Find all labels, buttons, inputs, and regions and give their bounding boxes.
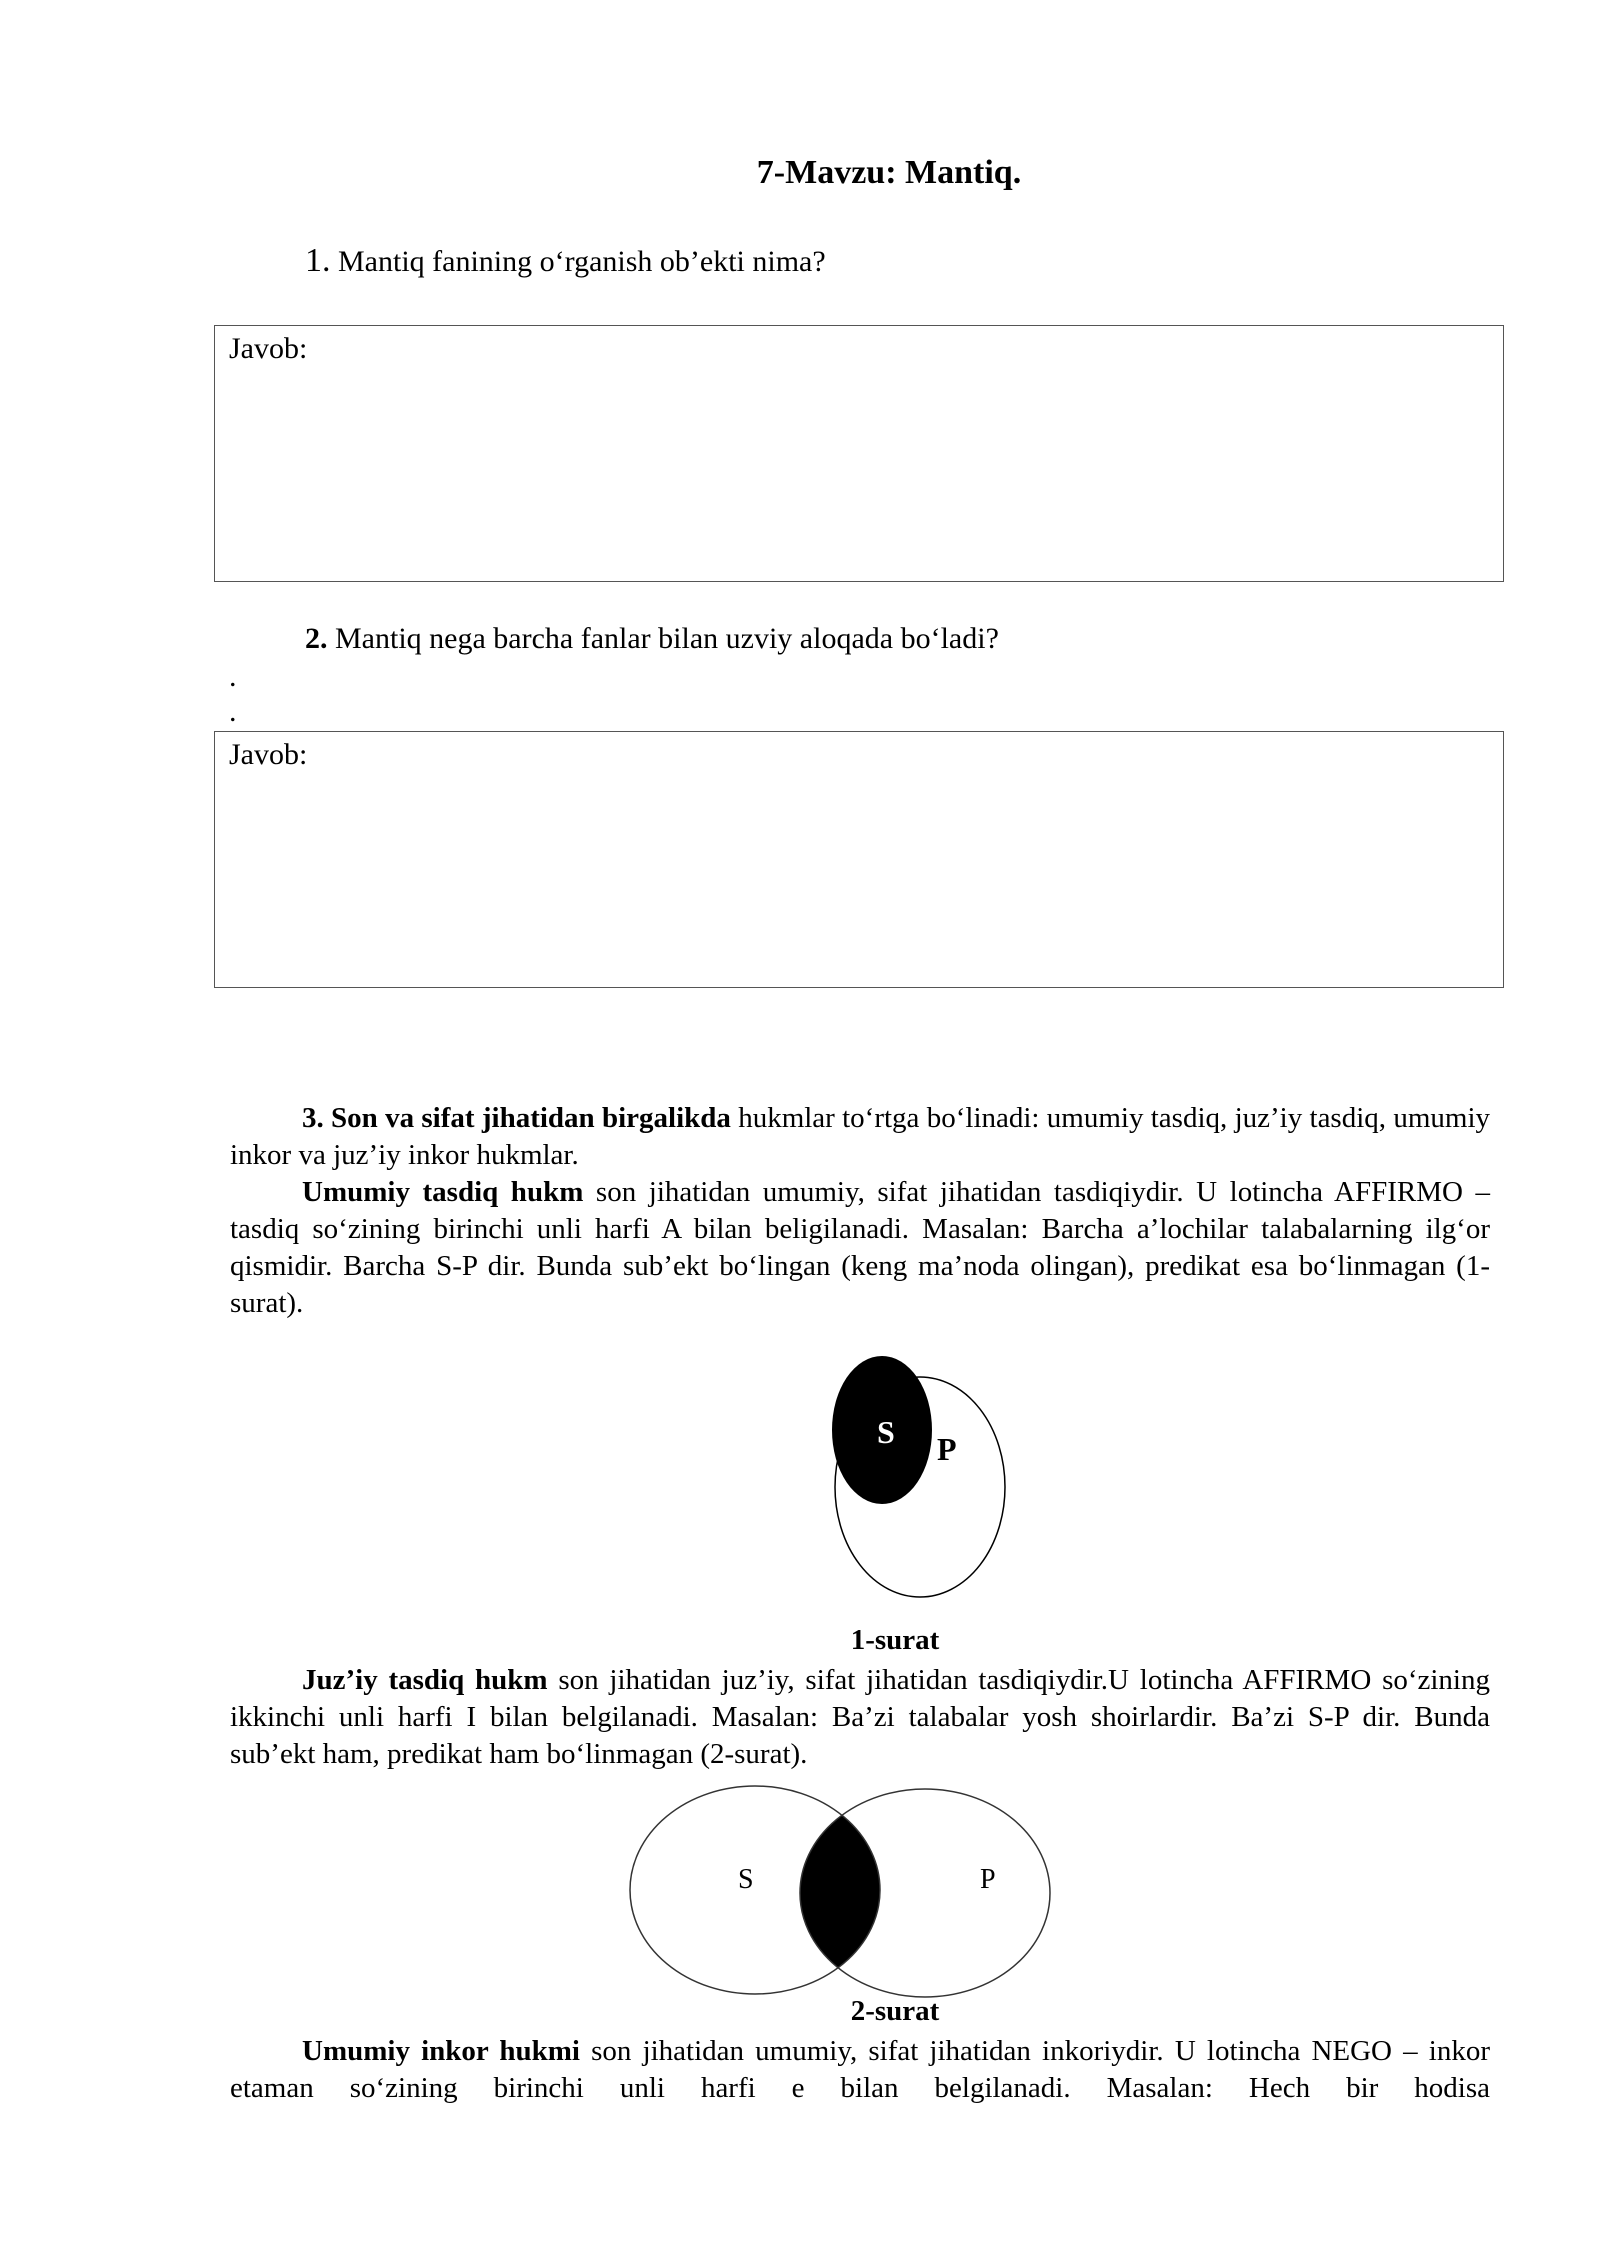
paragraph-umumiy-tasdiq: [230, 1174, 1490, 1322]
section-3-umumiy-inkor: [230, 2033, 1490, 2107]
question-number: 1.: [305, 242, 331, 279]
question-text: Mantiq nega barcha fanlar bilan uzviy aloqada bo‘ladi?: [335, 622, 999, 655]
text-umumiy-inkor: son jihatidan umumiy, sifat jihatidan inkoriydir. U lotincha NEGO – inkor etaman so‘zining birinchi unli harfi e bilan belgilanadi. Masalan: Hech bir hodisa: [230, 2035, 1490, 2104]
subject-label: S: [877, 1414, 895, 1450]
question-2: [305, 620, 999, 658]
paragraph-umumiy-inkor: [230, 2033, 1490, 2107]
figure-1-caption: 1-surat: [850, 1624, 940, 1656]
figure-2-caption: 2-surat: [850, 1995, 940, 2027]
paragraph-juziy-tasdiq: [230, 1662, 1490, 1773]
term-umumiy-tasdiq: Umumiy tasdiq hukm: [302, 1176, 584, 1208]
figure-1-diagram: [820, 1350, 1020, 1605]
intersection-region: [800, 1789, 1050, 1997]
dot-2: .: [229, 695, 237, 728]
answer-label: Javob:: [229, 738, 308, 771]
text-juziy-tasdiq: son jihatidan juz’iy, sifat jihatidan tasdiqiydir.U lotincha AFFIRMO so‘zining ikkinchi unli harfi I bilan belgilanadi. Masalan: Ba’zi talabalar yosh shoirlardir. Ba’zi S-P dir. Bunda sub’ekt ham, predikat ham bo‘linmagan (2-surat).: [230, 1664, 1490, 1770]
predicate-label: P: [980, 1864, 996, 1895]
term-umumiy-inkor: Umumiy inkor hukmi: [302, 2035, 580, 2067]
term-juziy-tasdiq: Juz’iy tasdiq hukm: [302, 1664, 548, 1696]
answer-box-1[interactable]: [214, 325, 1504, 582]
subject-label: S: [738, 1864, 754, 1895]
page-title: 7-Mavzu: Mantiq.: [756, 154, 1022, 191]
question-1: [305, 242, 826, 281]
intro-text: hukmlar to‘rtga bo‘linadi: umumiy tasdiq, juz’iy tasdiq, umumiy inkor va juz’iy inkor hukmlar.: [230, 1102, 1490, 1171]
text-umumiy-tasdiq: son jihatidan umumiy, sifat jihatidan tasdiqiydir. U lotincha AFFIRMO – tasdiq so‘zining birinchi unli harfi A bilan beligilanadi. Masalan: Barcha a’lochilar talabalarning ilg‘or qismidir. Barcha S-P dir. Bunda sub’ekt bo‘lingan (keng ma’noda olingan), predikat esa bo‘linmagan (1-surat).: [230, 1176, 1490, 1319]
question-text: Mantiq fanining o‘rganish ob’ekti nima?: [338, 245, 826, 278]
question-number: 2.: [305, 622, 328, 655]
intro-heading: 3. Son va sifat jihatidan birgalikda: [302, 1102, 731, 1134]
answer-box-2[interactable]: [214, 731, 1504, 988]
section-3-intro: [230, 1100, 1490, 1322]
section-3-juziy-tasdiq: [230, 1662, 1490, 1773]
answer-label: Javob:: [229, 332, 308, 365]
paragraph-intro: [230, 1100, 1490, 1174]
figure-2-diagram: [620, 1785, 1100, 2000]
dot-1: .: [229, 660, 237, 693]
predicate-label: P: [937, 1431, 957, 1467]
